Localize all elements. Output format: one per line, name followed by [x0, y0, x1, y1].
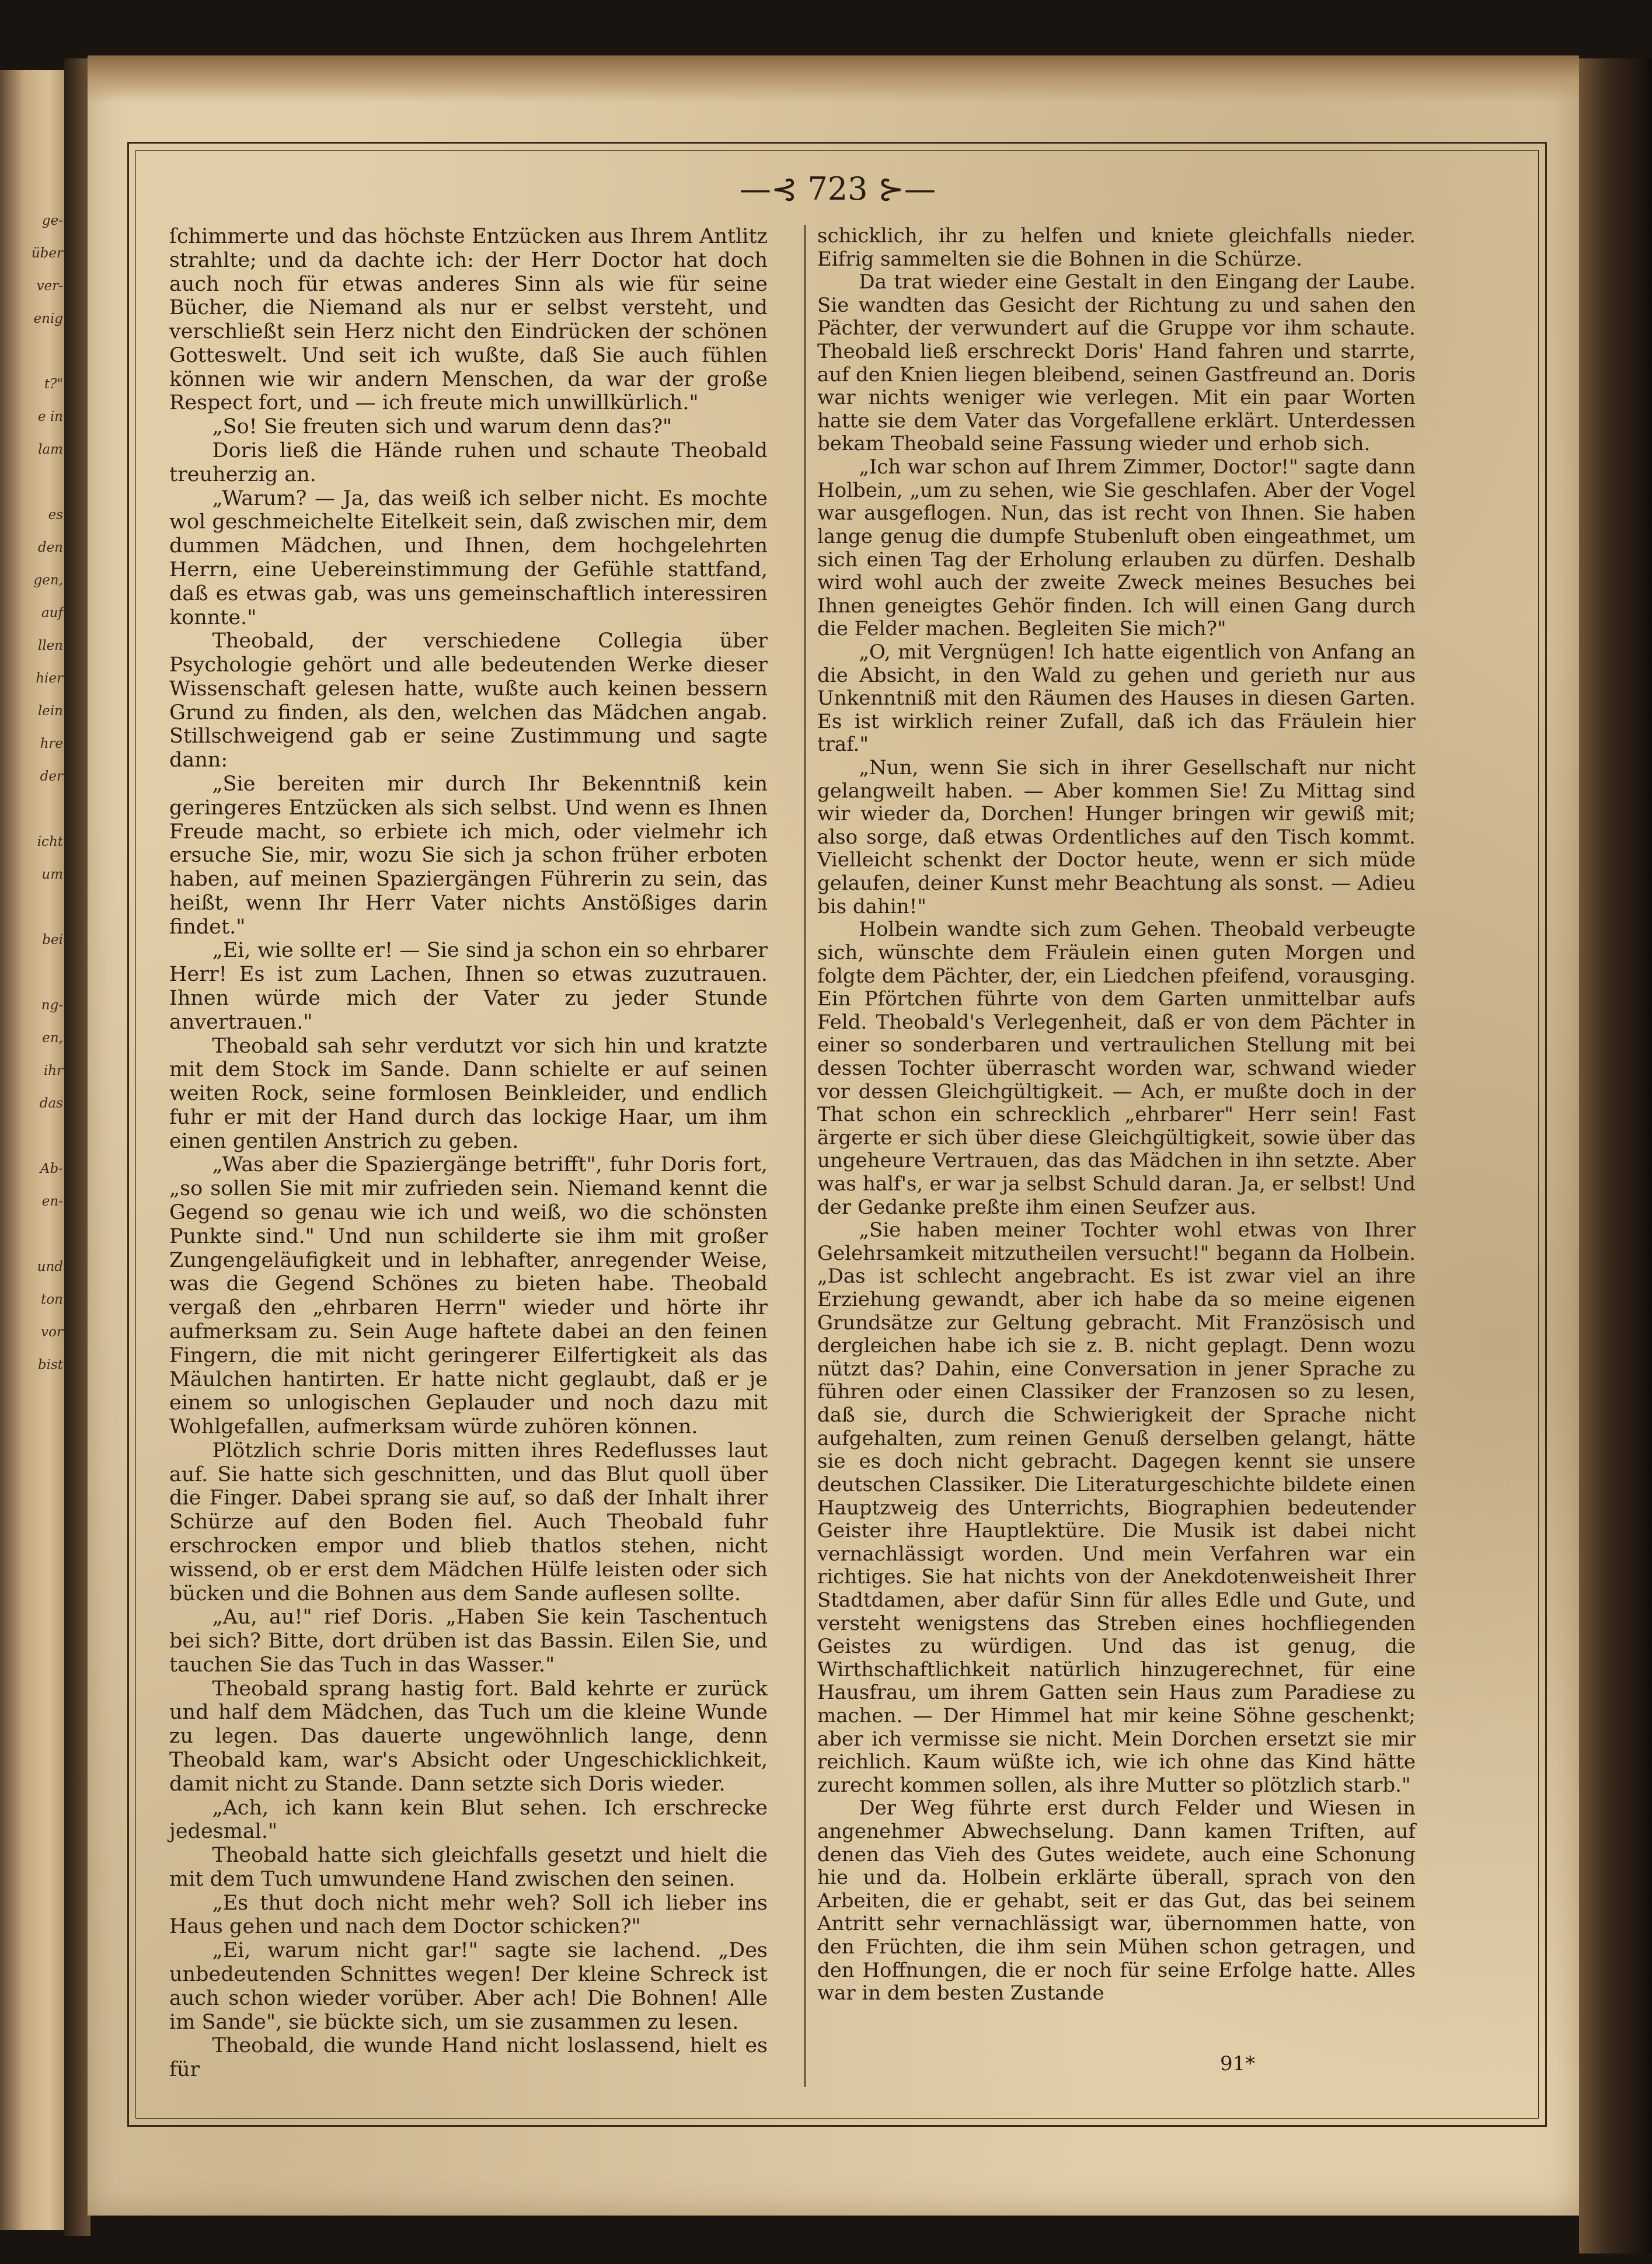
paragraph: „Ach, ich kann kein Blut sehen. Ich erschrecke jedesmal."	[169, 1796, 768, 1844]
paragraph: „Was aber die Spaziergänge betrifft", fuhr Doris fort, „so sollen Sie mit mir zufrieden sein. Niemand kennt die Gegend so genau wie ich und weiß, wo die schönsten Punkte sind." Und nun schilderte sie ihm mit großer Zungengeläufigkeit und in lebhafter, anregender Weise, was die Gegend Schönes zu bieten habe. Theobald vergaß den „ehrbaren Herrn" wieder und hörte ihr aufmerksam zu. Sein Auge haftete dabei an den feinen Fingern, die mit nicht geringerer Eilfertigkeit als das Mäulchen hantirten. Er hatte nicht geglaubt, daß er je einem so unlogischen Geplauder und noch dazu mit Wohlgefallen, aufmerksam würde zuhören können.	[169, 1153, 768, 1439]
paragraph: „So! Sie freuten sich und warum denn das?"	[212, 415, 672, 439]
page-top-edge	[88, 55, 1579, 102]
paragraph: Holbein wandte sich zum Gehen. Theobald verbeugte sich, wünschte dem Fräulein einen guten Morgen und folgte dem Pächter, der, ein Liedchen pfeifend, vorausging. Ein Pförtchen führte von dem Garten unmittelbar aufs Feld. Theobald's Verlegenheit, daß er von dem Pächter in einer so sonderbaren und vertraulichen Stellung mit bei dessen Tochter überrascht worden war, schwand wieder vor dessen Gleichgültigkeit. — Ach, er mußte doch in der That schon ein schrecklich „ehrbarer" Herr sein! Fast ärgerte er sich über diese Gleichgültigkeit, sowie über das ungeheure Vertrauen, das das Mädchen in ihn setzte. Aber was half's, er war ja selbst Schuld daran. Ja, er selbst! Und der Gedanke preßte ihm einen Seufzer aus.	[817, 918, 1416, 1219]
page-stack-edge	[1579, 58, 1652, 2253]
ornament-left: —⊰	[740, 170, 798, 207]
paragraph: Theobald, die wunde Hand nicht loslassend, hielt es für	[169, 2034, 768, 2082]
paragraph: Theobald sah sehr verdutzt vor sich hin und kratzte mit dem Stock im Sande. Dann schielte er auf seinen weiten Rock, seine formlosen Beinkleider, und endlich fuhr er mit der Hand durch das lockige Haar, um ihm einen gentilen Anstrich zu geben.	[169, 1034, 768, 1153]
text-column-left	[169, 225, 768, 2082]
paragraph: Theobald, der verschiedene Collegia über Psychologie gehört und alle bedeutenden Werke dieser Wissenschaft gelesen hatte, wußte auch keinen bessern Grund zu finden, als den, welchen das Mädchen angab. Stillschweigend gab er seine Zustimmung und sagte dann:	[169, 629, 768, 772]
paragraph: Doris ließ die Hände ruhen und schaute Theobald treuherzig an.	[169, 439, 768, 486]
paragraph: „Au, au!" rief Doris. „Haben Sie kein Taschentuch bei sich? Bitte, dort drüben ist das Bassin. Eilen Sie, und tauchen Sie das Tuch in das Wasser."	[169, 1605, 768, 1677]
paragraph: Theobald sprang hastig fort. Bald kehrte er zurück und half dem Mädchen, das Tuch um die kleine Wunde zu legen. Das dauerte ungewöhnlich lange, denn Theobald kam, war's Absicht oder Ungeschicklichkeit, damit nicht zu Stande. Dann setzte sich Doris wieder.	[169, 1677, 768, 1796]
paragraph: „Sie haben meiner Tochter wohl etwas von Ihrer Gelehrsamkeit mitzutheilen versucht!" begann da Holbein. „Das ist schlecht angebracht. Es ist zwar viel an ihre Erziehung gewandt, aber ich habe da so meine eigenen Grundsätze zur Geltung gebracht. Mit Französisch und dergleichen habe ich sie z. B. nicht geplagt. Denn wozu nützt das? Dahin, eine Conversation in jener Sprache zu führen oder einen Classiker der Franzosen so zu lesen, daß sie, durch die Schwierigkeit der Sprache nicht aufgehalten, zum reinen Genuß derselben gelangt, hätte sie es doch nicht gebracht. Dagegen kennt sie unsere deutschen Classiker. Die Literaturgeschichte bildete einen Hauptzweig des Unterrichts, Biographien bedeutender Geister ihre Hauptlektüre. Die Musik ist dabei nicht vernachlässigt worden. Und mein Verfahren war ein richtiges. Sie hat nichts von der Anekdotenweisheit Ihrer Stadtdamen, aber dafür Sinn für alles Edle und Gute, und versteht wenigstens das Streben eines hochfliegenden Geistes zu würdigen. Und das ist genug, die Wirthschaftlichkeit natürlich hinzugerechnet, für eine Hausfrau, um ihrem Gatten sein Haus zum Paradiese zu machen. — Der Himmel hat mir keine Söhne geschenkt; aber ich vermisse sie nicht. Mein Dorchen ersetzt sie mir reichlich. Kaum wüßte ich, wie ich ohne das Kind hätte zurecht kommen sollen, als ihre Mutter so plötzlich starb."	[817, 1218, 1416, 1797]
paragraph: ſchimmerte und das höchste Entzücken aus Ihrem Antlitz strahlte; und da dachte ich: der Herr Doctor hat doch auch noch für etwas anderes Sinn als wie für seine Bücher, die Niemand als nur er selbst versteht, und verschließt sein Herz nicht den Eindrücken der schönen Gotteswelt. Und seit ich wußte, daß Sie auch fühlen können wie wir andern Menschen, da war der große Respect fort, und — ich freute mich unwillkürlich."	[169, 225, 768, 415]
book-gutter	[64, 58, 90, 2236]
paragraph: Plötzlich schrie Doris mitten ihres Redeflusses laut auf. Sie hatte sich geschnitten, und das Blut quoll über die Finger. Dabei sprang sie auf, so daß der Inhalt ihrer Schürze auf den Boden fiel. Auch Theobald fuhr erschrocken empor und blieb thatlos stehen, nicht wissend, ob er erst dem Mädchen Hülfe leisten oder sich bücken und die Bohnen aus dem Sande auflesen sollte.	[169, 1438, 768, 1605]
printer-signature: 91*	[1220, 2052, 1256, 2075]
page-number-header	[671, 170, 1004, 207]
text-column-right	[817, 225, 1416, 2005]
paragraph: „Ei, warum nicht gar!" sagte sie lachend. „Des unbedeutenden Schnittes wegen! Der kleine Schreck ist auch schon wieder vorüber. Aber ach! Die Bohnen! Alle im Sande", sie bückte sich, um sie zusammen zu lesen.	[169, 1939, 768, 2034]
page-number: 723	[807, 170, 868, 207]
paragraph: Der Weg führte erst durch Felder und Wiesen in angenehmer Abwechselung. Dann kamen Triften, auf denen das Vieh des Gutes weidete, auch eine Schonung hie und da. Holbein erklärte überall, sprach von den Arbeiten, die er gehabt, seit er das Gut, das bei seinem Antritt sehr vernachlässigt war, übernommen hatte, von den Früchten, die ihm sein Mühen schon getragen, und den Hoffnungen, die er noch für seine Erfolge hatte. Alles war in dem besten Zustande	[817, 1796, 1416, 2005]
left-page-margin-text: ge- über ver- enig t?" e in lam es den gen, auf llen hier lein hre der icht um bei ng- en, ihr das Ab- en- und ton vor bist	[31, 213, 63, 1373]
column-divider	[804, 225, 806, 2087]
paragraph: „Nun, wenn Sie sich in ihrer Gesellschaft nur nicht gelangweilt haben. — Aber kommen Sie! Zu Mittag sind wir wieder da, Dorchen! Hunger bringen wir gewiß mit; also sorge, daß etwas Ordentliches auf den Tisch kommt. Vielleicht schenkt der Doctor heute, wenn er sich müde gelaufen, deiner Kunst mehr Beachtung als sonst. — Adieu bis dahin!"	[817, 756, 1416, 918]
paragraph: Da trat wieder eine Gestalt in den Eingang der Laube. Sie wandten das Gesicht der Richtung zu und sahen den Pächter, der verwundert auf die Gruppe vor ihm schaute. Theobald ließ erschreckt Doris' Hand fahren und starrte, auf den Knien liegen bleibend, seinen Gastfreund an. Doris war nichts weniger wie verlegen. Mit ein paar Worten hatte sie dem Vater das Vorgefallene erklärt. Unterdessen bekam Theobald seine Fassung wieder und erhob sich.	[817, 270, 1416, 456]
paragraph: „O, mit Vergnügen! Ich hatte eigentlich von Anfang an die Absicht, in den Wald zu gehen und gerieth nur aus Unkenntniß mit den Räumen des Hauses in diesen Garten. Es ist wirklich reiner Zufall, daß ich das Fräulein hier traf."	[817, 640, 1416, 757]
paragraph: „Ei, wie sollte er! — Sie sind ja schon ein so ehrbarer Herr! Es ist zum Lachen, Ihnen so etwas zuzutrauen. Ihnen würde mich der Vater zu jeder Stunde anvertrauen."	[169, 939, 768, 1034]
paragraph: Theobald hatte sich gleichfalls gesetzt und hielt die mit dem Tuch umwundene Hand zwischen den seinen.	[169, 1844, 768, 1891]
paragraph: „Ich war schon auf Ihrem Zimmer, Doctor!" sagte dann Holbein, „um zu sehen, wie Sie geschlafen. Aber der Vogel war ausgeflogen. Nun, das ist recht von Ihnen. Sie haben lange genug die dumpfe Stubenluft oben eingeathmet, um sich einen Tag der Erholung erlauben zu dürfen. Deshalb wird wohl auch der zweite Zweck meines Besuches bei Ihnen geneigtes Gehör finden. Ich will einen Gang durch die Felder machen. Begleiten Sie mich?"	[817, 455, 1416, 641]
paragraph: „Warum? — Ja, das weiß ich selber nicht. Es mochte wol geschmeichelte Eitelkeit sein, daß zwischen mir, dem dummen Mädchen, und Ihnen, dem hochgelehrten Herrn, eine Uebereinstimmung der Gefühle stattfand, daß es etwas gab, was uns gemeinschaftlich interessiren konnte."	[169, 486, 768, 629]
paragraph: „Es thut doch nicht mehr weh? Soll ich lieber ins Haus gehen und nach dem Doctor schicken?"	[169, 1891, 768, 1939]
ornament-right: ⊱—	[877, 170, 936, 207]
left-adjacent-page	[0, 70, 70, 2230]
paragraph: „Sie bereiten mir durch Ihr Bekenntniß kein geringeres Entzücken als sich selbst. Und wenn es Ihnen Freude macht, so erbiete ich mich, oder vielmehr ich ersuche Sie, mir, wozu Sie sich ja schon früher erboten haben, auf meinen Spaziergängen Führerin zu sein, das heißt, wenn Ihr Herr Vater nichts Anstößiges darin findet."	[169, 772, 768, 939]
paragraph: schicklich, ihr zu helfen und kniete gleichfalls nieder. Eifrig sammelten sie die Bohnen in die Schürze.	[817, 224, 1416, 271]
